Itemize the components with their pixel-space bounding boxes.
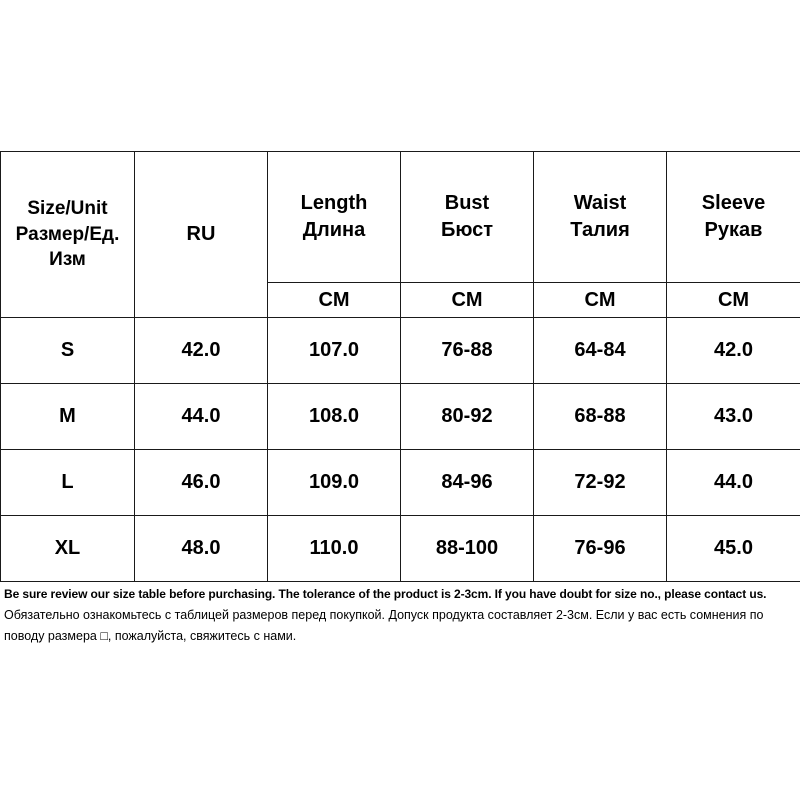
cell-length: 109.0	[268, 450, 401, 516]
cell-bust: 88-100	[401, 516, 534, 582]
header-waist: Waist Талия	[534, 152, 667, 283]
cell-waist: 68-88	[534, 384, 667, 450]
cell-size: XL	[1, 516, 135, 582]
cell-bust: 80-92	[401, 384, 534, 450]
size-note-english: Be sure review our size table before purchasing. The tolerance of the product is 2-3cm. If you have doubt for size no., please contact us.	[4, 587, 767, 601]
unit-waist: CM	[534, 283, 667, 318]
header-ru: RU	[135, 152, 268, 318]
cell-waist: 72-92	[534, 450, 667, 516]
cell-sleeve: 44.0	[667, 450, 800, 516]
cell-sleeve: 45.0	[667, 516, 800, 582]
table-row	[1, 516, 800, 582]
cell-sleeve: 42.0	[667, 318, 800, 384]
table-row	[1, 318, 800, 384]
cell-length: 107.0	[268, 318, 401, 384]
cell-ru: 46.0	[135, 450, 268, 516]
cell-size: S	[1, 318, 135, 384]
header-size-unit: Size/Unit Размер/Ед. Изм	[1, 152, 135, 318]
header-length: Length Длина	[268, 152, 401, 283]
cell-ru: 44.0	[135, 384, 268, 450]
cell-size: M	[1, 384, 135, 450]
table-row	[1, 384, 800, 450]
table-row	[1, 450, 800, 516]
size-note-russian: Обязательно ознакомьтесь с таблицей размеров перед покупкой. Допуск продукта составляет 2-3см. Если у вас есть сомнения по поводу размера □, пожалуйста, свяжитесь с нами.	[4, 608, 764, 643]
cell-sleeve: 43.0	[667, 384, 800, 450]
cell-length: 108.0	[268, 384, 401, 450]
unit-length: CM	[268, 283, 401, 318]
cell-ru: 48.0	[135, 516, 268, 582]
cell-bust: 84-96	[401, 450, 534, 516]
cell-waist: 76-96	[534, 516, 667, 582]
unit-bust: CM	[401, 283, 534, 318]
cell-ru: 42.0	[135, 318, 268, 384]
cell-size: L	[1, 450, 135, 516]
header-row	[1, 152, 800, 283]
unit-sleeve: CM	[667, 283, 800, 318]
cell-waist: 64-84	[534, 318, 667, 384]
cell-bust: 76-88	[401, 318, 534, 384]
header-bust: Bust Бюст	[401, 152, 534, 283]
cell-length: 110.0	[268, 516, 401, 582]
size-note	[4, 584, 798, 647]
header-sleeve: Sleeve Рукав	[667, 152, 800, 283]
size-chart-table	[0, 151, 800, 582]
